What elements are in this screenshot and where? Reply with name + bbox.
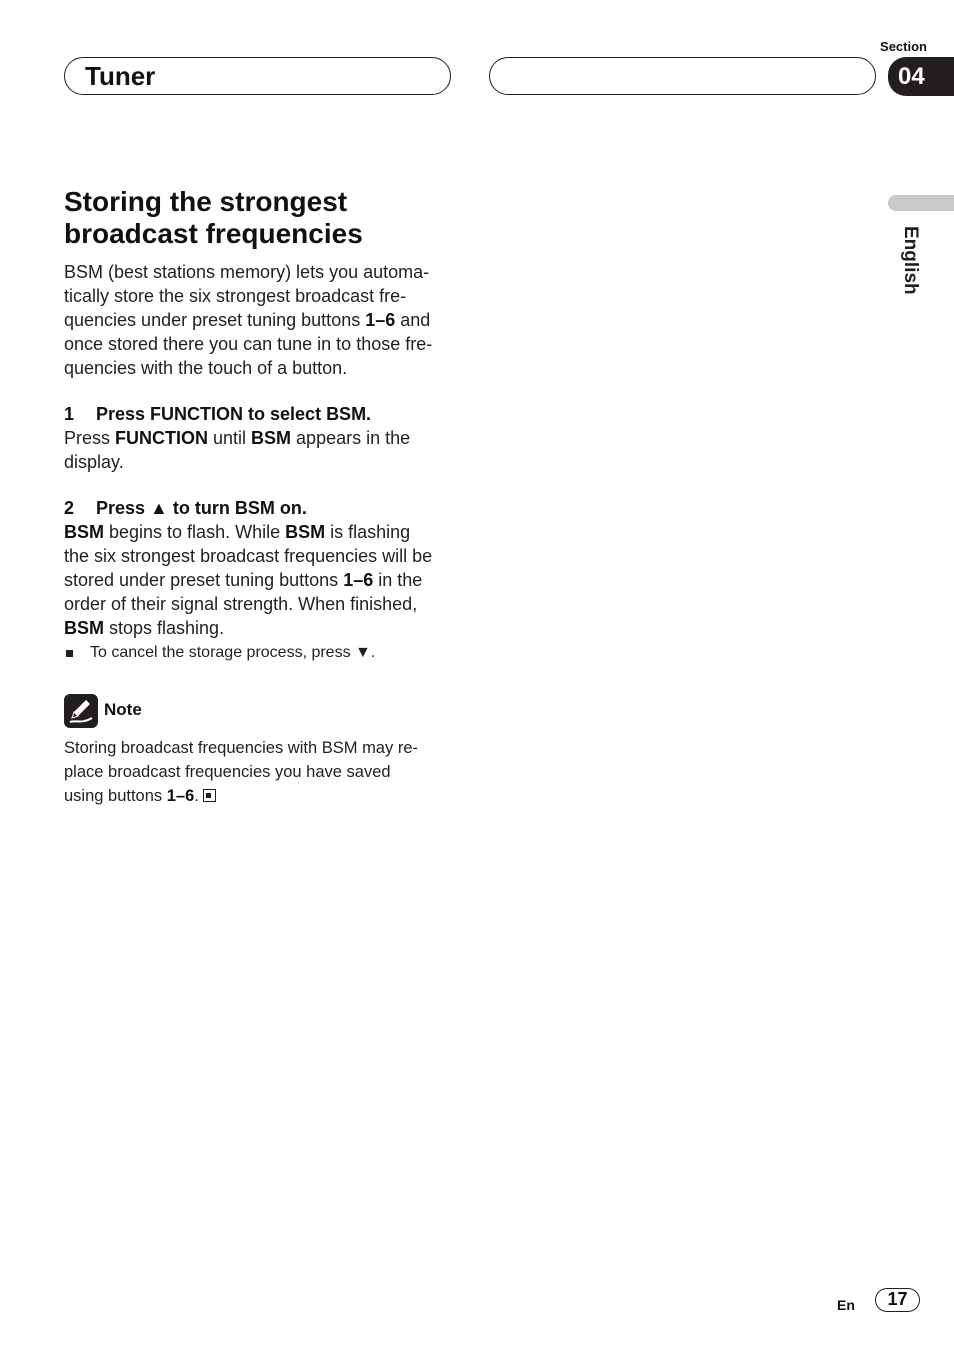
step-text: Press: [64, 428, 116, 448]
section-label: Section: [880, 39, 927, 54]
section-number-tab: 04: [888, 57, 954, 96]
step-title-text: Press FUNCTION to select BSM.: [96, 404, 372, 424]
end-square-icon: [203, 789, 216, 802]
step-title-text: Press ▲ to turn BSM on.: [96, 498, 307, 518]
intro-emphasis: 1–6: [365, 310, 396, 330]
step-text: until: [208, 428, 252, 448]
footer-language-code: En: [837, 1297, 855, 1313]
step-text: stops flashing.: [104, 618, 225, 638]
step-1-body: [64, 426, 456, 474]
step-emphasis: BSM: [64, 522, 104, 542]
step-number: 2: [64, 498, 75, 518]
page-title: Tuner: [85, 61, 156, 91]
step-2-bullet: [64, 642, 456, 664]
step-emphasis: BSM: [285, 522, 326, 542]
header-empty-frame: [489, 57, 876, 95]
step-text: is flashing the six strongest broadcast frequencies will be stored under preset tuning buttons: [64, 522, 433, 590]
step-number: 1: [64, 404, 75, 424]
article-heading: Storing the strongest broadcast frequencies: [64, 186, 363, 249]
step-text: in the order of their signal strength. When finished,: [64, 570, 423, 614]
step-1-title: [64, 402, 456, 426]
language-tab-bar: [888, 195, 954, 211]
note-text: [64, 736, 456, 808]
square-bullet-icon: [66, 650, 73, 657]
header-title-frame: [64, 57, 451, 95]
step-emphasis: BSM: [64, 618, 104, 638]
step-2-body: [64, 520, 456, 640]
language-label: English: [900, 226, 921, 295]
step-2-title: [64, 496, 456, 520]
article: [64, 186, 456, 808]
step-emphasis: FUNCTION: [115, 428, 209, 448]
intro-text: BSM (best stations memory) lets you automa- tically store the six strongest broadcast fre- quencies under preset tuning buttons: [64, 262, 430, 330]
step-emphasis: BSM: [251, 428, 292, 448]
intro-text: and once stored there you can tune in to those fre- quencies with the touch of a button.: [64, 310, 433, 378]
note-body: Storing broadcast frequencies with BSM may re- place broadcast frequencies you have saved using buttons: [64, 739, 418, 805]
note-header: [64, 694, 456, 728]
intro-paragraph: [64, 260, 456, 380]
step-text: appears in the display.: [64, 428, 411, 472]
note-body: .: [194, 787, 199, 805]
note-emphasis: 1–6: [166, 787, 195, 805]
step-text: begins to flash. While: [104, 522, 286, 542]
note-label: Note: [104, 700, 142, 719]
step-emphasis: 1–6: [343, 570, 374, 590]
bullet-text: To cancel the storage process, press ▼.: [90, 644, 376, 661]
page-number: 17: [875, 1288, 920, 1312]
pencil-note-icon: [64, 694, 98, 728]
